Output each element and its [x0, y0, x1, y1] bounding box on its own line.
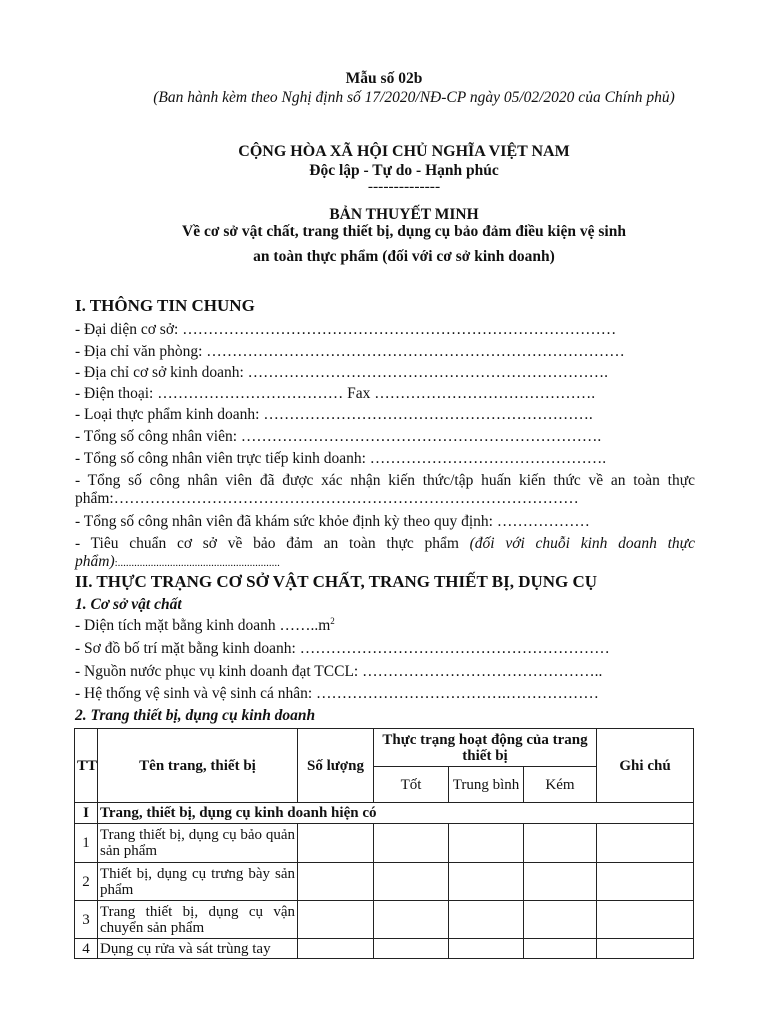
header-operating-status: Thực trạng hoạt động của trang thiết bị — [374, 729, 597, 767]
field-business-address: - Địa chỉ cơ sở kinh doanh: ……………………………………………………………. — [75, 364, 609, 381]
row-quantity-cell[interactable] — [298, 863, 374, 901]
field-office-address: - Địa chỉ văn phòng: ……………………………………………………………………… — [75, 343, 625, 360]
table-group-row — [75, 803, 694, 824]
field-food-type: - Loại thực phẩm kinh doanh: ………………………………………………………. — [75, 406, 593, 423]
field-safety-standard-line-1 — [75, 535, 695, 553]
row-quantity-cell[interactable] — [298, 824, 374, 863]
row-note-cell[interactable] — [597, 901, 694, 939]
document-title: BẢN THUYẾT MINH — [329, 206, 479, 223]
row-good-cell[interactable] — [374, 863, 449, 901]
field-safety-standard-line-2 — [75, 553, 280, 572]
subsection-facilities: 1. Cơ sở vật chất — [75, 596, 182, 613]
row-medium-cell[interactable] — [449, 901, 524, 939]
field-business-area — [75, 617, 335, 635]
section-1-title: I. THÔNG TIN CHUNG — [75, 296, 255, 315]
row-note-cell[interactable] — [597, 939, 694, 959]
table-row — [75, 939, 694, 959]
row-note-cell[interactable] — [597, 824, 694, 863]
row-quantity-cell[interactable] — [298, 939, 374, 959]
field-water-source: - Nguồn nước phục vụ kinh doanh đạt TCCL: ……………………………………….. — [75, 663, 603, 680]
row-equipment-name: Thiết bị, dụng cụ trưng bày sản phẩm — [98, 863, 298, 901]
header-divider: -------------- — [367, 178, 441, 195]
row-equipment-name: Dụng cụ rửa và sát trùng tay — [98, 939, 298, 959]
row-good-cell[interactable] — [374, 901, 449, 939]
row-tt: 4 — [75, 939, 98, 959]
row-bad-cell[interactable] — [524, 939, 597, 959]
national-motto: Độc lập - Tự do - Hạnh phúc — [309, 162, 499, 179]
row-tt: 3 — [75, 901, 98, 939]
header-quantity: Số lượng — [298, 729, 374, 803]
subsection-equipment: 2. Trang thiết bị, dụng cụ kinh doanh — [75, 707, 316, 724]
field-phone-fax: - Điện thoại: ……………………………… Fax ……………………………………. — [75, 385, 596, 402]
table-row — [75, 863, 694, 901]
group-label: Trang, thiết bị, dụng cụ kinh doanh hiện có — [98, 803, 694, 824]
row-good-cell[interactable] — [374, 824, 449, 863]
document-subtitle-line-1: Về cơ sở vật chất, trang thiết bị, dụng cụ bảo đảm điều kiện vệ sinh — [182, 223, 626, 240]
field-sanitation-system: - Hệ thống vệ sinh và vệ sinh cá nhân: ……………………………….……………… — [75, 685, 599, 702]
row-equipment-name: Trang thiết bị, dụng cụ vận chuyển sản phẩm — [98, 901, 298, 939]
field-trained-staff-line-1: - Tổng số công nhân viên đã được xác nhận kiến thức/tập huấn kiến thức về an toàn thực — [75, 472, 695, 489]
safety-standard-dots: :........................................................... — [114, 557, 280, 569]
row-quantity-cell[interactable] — [298, 901, 374, 939]
row-equipment-name: Trang thiết bị, dụng cụ bảo quản sản phẩm — [98, 824, 298, 863]
header-equipment-name: Tên trang, thiết bị — [98, 729, 298, 803]
table-row — [75, 901, 694, 939]
row-medium-cell[interactable] — [449, 824, 524, 863]
equipment-table — [74, 728, 694, 959]
field-total-staff: - Tổng số công nhân viên: ……………………………………………………………. — [75, 428, 602, 445]
square-unit: 2 — [330, 615, 335, 626]
row-note-cell[interactable] — [597, 863, 694, 901]
row-medium-cell[interactable] — [449, 863, 524, 901]
field-health-check-staff: - Tổng số công nhân viên đã khám sức khỏe định kỳ theo quy định: ……………… — [75, 513, 590, 530]
table-row — [75, 824, 694, 863]
row-good-cell[interactable] — [374, 939, 449, 959]
group-tt: I — [75, 803, 98, 824]
country-name: CỘNG HÒA XÃ HỘI CHỦ NGHĨA VIỆT NAM — [238, 143, 570, 160]
row-bad-cell[interactable] — [524, 901, 597, 939]
row-bad-cell[interactable] — [524, 824, 597, 863]
row-tt: 2 — [75, 863, 98, 901]
header-good: Tốt — [374, 767, 449, 803]
form-number: Mẫu số 02b — [345, 70, 423, 87]
header-note: Ghi chú — [597, 729, 694, 803]
field-trained-staff-line-2: phẩm:……………………………………………………………………………… — [75, 490, 579, 507]
header-medium: Trung bình — [449, 767, 524, 803]
safety-standard-note: (đối với chuỗi kinh doanh thực — [469, 535, 695, 552]
section-2-title: II. THỰC TRẠNG CƠ SỞ VẬT CHẤT, TRANG THIẾT BỊ, DỤNG CỤ — [75, 572, 598, 591]
header-bad: Kém — [524, 767, 597, 803]
header-tt: TT — [75, 729, 98, 803]
field-layout-diagram: - Sơ đồ bố trí mặt bằng kinh doanh: …………………………………………………… — [75, 640, 610, 657]
issuing-decree: (Ban hành kèm theo Nghị định số 17/2020/NĐ-CP ngày 05/02/2020 của Chính phủ) — [153, 89, 675, 106]
business-area-text: - Diện tích mặt bằng kinh doanh ……..m — [75, 617, 331, 634]
field-representative: - Đại diện cơ sở: ………………………………………………………………………… — [75, 321, 617, 338]
safety-standard-note-end: phẩm) — [75, 553, 115, 570]
document-subtitle-line-2: an toàn thực phẩm (đối với cơ sở kinh doanh) — [253, 248, 555, 265]
safety-standard-text: - Tiêu chuẩn cơ sở về bảo đảm an toàn thực phẩm — [75, 535, 470, 552]
field-direct-staff: - Tổng số công nhân viên trực tiếp kinh doanh: ………………………………………. — [75, 450, 607, 467]
row-tt: 1 — [75, 824, 98, 863]
row-medium-cell[interactable] — [449, 939, 524, 959]
row-bad-cell[interactable] — [524, 863, 597, 901]
